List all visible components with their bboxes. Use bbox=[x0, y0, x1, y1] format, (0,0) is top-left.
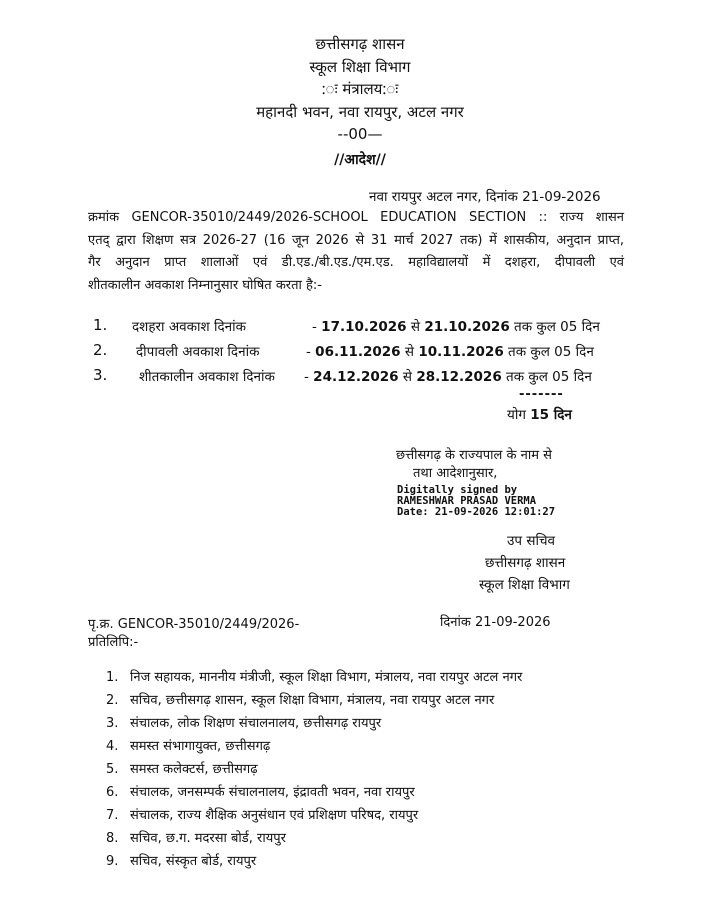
list-item-num: 6. bbox=[106, 785, 119, 800]
governor-line-2: तथा आदेशानुसार, bbox=[413, 466, 498, 481]
list-item-num: 4. bbox=[106, 739, 119, 754]
header-govt: छत्तीसगढ़ शासन bbox=[315, 35, 405, 53]
list-item-num: 1. bbox=[106, 670, 119, 685]
list-item-text: संचालक, राज्य शैक्षिक अनुसंधान एवं प्रशिक्षण परिषद, रायपुर bbox=[130, 808, 419, 823]
endorsement-ref: पृ.क्र. GENCOR-35010/2449/2026- bbox=[88, 617, 300, 632]
list-item-text: समस्त संभागायुक्त, छत्तीसगढ़ bbox=[130, 739, 271, 754]
endorsement-date: दिनांक 21-09-2026 bbox=[440, 615, 551, 630]
signature-date: Date: 21-09-2026 12:01:27 bbox=[397, 506, 556, 518]
list-item bbox=[106, 782, 415, 800]
list-item bbox=[106, 690, 494, 708]
total-label: योग bbox=[507, 407, 526, 423]
place-date: नवा रायपुर अटल नगर, दिनांक 21-09-2026 bbox=[369, 189, 601, 205]
order-body-line: क्रमांक GENCOR-35010/2449/2026-SCHOOL EDUCATION SECTION :: राज्य शासन bbox=[88, 210, 624, 225]
schedule-tail: तक कुल 05 दिन bbox=[514, 319, 600, 335]
governor-line-1: छत्तीसगढ़ के राज्यपाल के नाम से bbox=[396, 448, 552, 463]
list-item bbox=[106, 667, 522, 685]
list-item-num: 8. bbox=[106, 831, 119, 846]
list-item-text: समस्त कलेक्टर्स, छत्तीसगढ़ bbox=[130, 762, 258, 777]
list-item bbox=[106, 851, 256, 869]
schedule-to: 10.11.2026 bbox=[418, 344, 504, 360]
signer-name: RAMESHWAR PRASAD VERMA bbox=[397, 495, 537, 507]
order-body-line: गैर अनुदान प्राप्त शालाओं एवं डी.एड./बी.एड./एम.एड. महाविद्यालयों में दशहरा, दीपावली एवं bbox=[88, 255, 624, 270]
header-address: महानदी भवन, नवा रायपुर, अटल नगर bbox=[256, 103, 464, 121]
schedule-name: दीपावली अवकाश दिनांक bbox=[136, 344, 260, 360]
schedule-se: से bbox=[402, 369, 413, 385]
schedule-to: 28.12.2026 bbox=[416, 369, 502, 385]
list-item bbox=[106, 713, 381, 731]
list-item-num: 2. bbox=[106, 693, 119, 708]
header-ministry: :ः मंत्रालय:ः bbox=[321, 80, 399, 98]
list-item-text: सचिव, संस्कृत बोर्ड, रायपुर bbox=[130, 854, 257, 869]
signature-caption: Digitally signed by bbox=[397, 484, 518, 496]
schedule-num: 3. bbox=[93, 366, 108, 384]
list-item-num: 3. bbox=[106, 716, 119, 731]
schedule-dash: - bbox=[306, 344, 311, 360]
schedule-from: 06.11.2026 bbox=[315, 344, 401, 360]
order-body bbox=[88, 207, 624, 297]
list-item-text: सचिव, छ.ग. मदरसा बोर्ड, रायपुर bbox=[130, 831, 286, 846]
copy-label: प्रतिलिपि:- bbox=[88, 635, 139, 650]
list-item-text: संचालक, जनसम्पर्क संचालनालय, इंद्रावती भवन, नवा रायपुर bbox=[130, 785, 415, 800]
list-item bbox=[106, 759, 258, 777]
schedule-num: 2. bbox=[93, 341, 108, 359]
list-item-text: सचिव, छत्तीसगढ़ शासन, स्कूल शिक्षा विभाग, मंत्रालय, नवा रायपुर अटल नगर bbox=[130, 693, 495, 708]
order-title: //आदेश// bbox=[334, 152, 386, 168]
list-item-num: 9. bbox=[106, 854, 119, 869]
total-days bbox=[507, 405, 572, 423]
total-value: 15 दिन bbox=[530, 407, 572, 423]
schedule-se: से bbox=[410, 319, 421, 335]
order-body-line: एतद् द्वारा शिक्षण सत्र 2026-27 (16 जून 2026 से 31 मार्च 2027 तक) में शासकीय, अनुदान प्राप्त, bbox=[88, 232, 624, 248]
schedule-from: 24.12.2026 bbox=[313, 369, 399, 385]
order-body-line: शीतकालीन अवकाश निम्नानुसार घोषित करता है:- bbox=[88, 277, 323, 293]
list-item-num: 7. bbox=[106, 808, 119, 823]
list-item-num: 5. bbox=[106, 762, 119, 777]
list-item bbox=[106, 736, 270, 754]
header-dept: स्कूल शिक्षा विभाग bbox=[309, 58, 411, 76]
schedule-num: 1. bbox=[93, 316, 108, 334]
schedule-from: 17.10.2026 bbox=[321, 319, 407, 335]
schedule-tail: तक कुल 05 दिन bbox=[508, 344, 594, 360]
list-item-text: निज सहायक, माननीय मंत्रीजी, स्कूल शिक्षा विभाग, मंत्रालय, नवा रायपुर अटल नगर bbox=[130, 670, 523, 685]
signatory-designation: उप सचिव bbox=[507, 533, 556, 549]
list-item bbox=[106, 805, 418, 823]
schedule-dash: - bbox=[312, 319, 317, 335]
signatory-dept: स्कूल शिक्षा विभाग bbox=[479, 577, 570, 593]
schedule-se: से bbox=[404, 344, 415, 360]
schedule-dash: - bbox=[304, 369, 309, 385]
schedule-tail: तक कुल 05 दिन bbox=[506, 369, 592, 385]
total-dashes: ------- bbox=[519, 387, 564, 402]
signatory-govt: छत्तीसगढ़ शासन bbox=[485, 555, 566, 571]
digital-signature bbox=[397, 485, 555, 518]
header-separator: --00— bbox=[337, 125, 383, 143]
list-item-text: संचालक, लोक शिक्षण संचालनालय, छत्तीसगढ़ रायपुर bbox=[130, 716, 382, 731]
schedule-name: शीतकालीन अवकाश दिनांक bbox=[139, 369, 275, 385]
schedule-to: 21.10.2026 bbox=[424, 319, 510, 335]
schedule-name: दशहरा अवकाश दिनांक bbox=[132, 319, 247, 335]
list-item bbox=[106, 828, 286, 846]
